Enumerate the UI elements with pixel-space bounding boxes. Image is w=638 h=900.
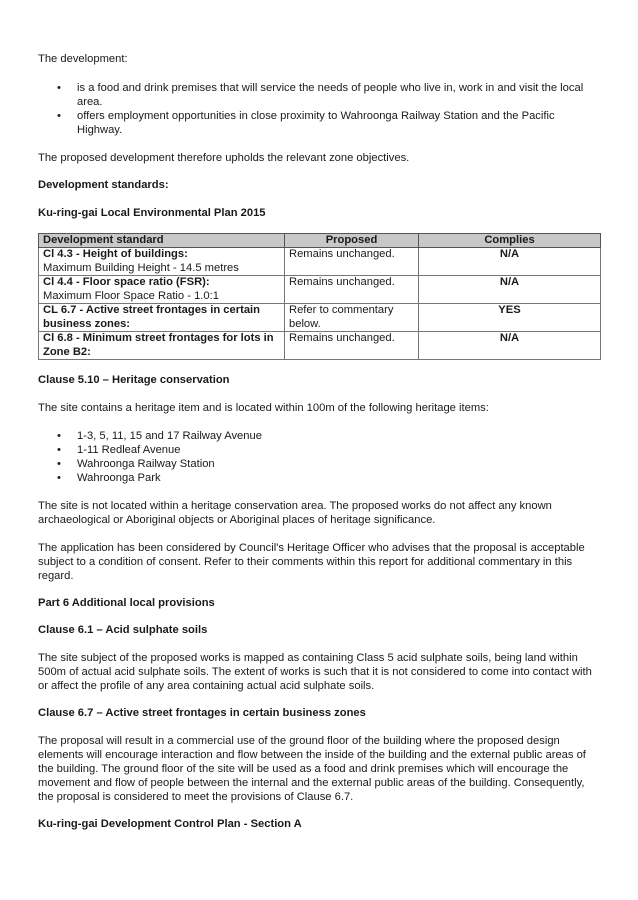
list-item-text: offers employment opportunities in close proximity to Wahroonga Railway Station and the Pacific Highway. [77,110,555,136]
intro-conclusion: The proposed development therefore upholds the relevant zone objectives. [38,152,410,164]
standard-detail: Maximum Floor Space Ratio - 1.0:1 [43,289,219,302]
part6-heading: Part 6 Additional local provisions [38,597,215,609]
heritage-item-list [38,429,600,485]
bullet-icon: • [57,110,61,122]
list-item [38,471,600,485]
heritage-paragraph: The site is not located within a heritage conservation area. The proposed works do not affect any known archaeological or Aboriginal objects or Aboriginal places of heritage significance. [38,500,552,526]
list-item [38,109,600,137]
development-standards-table [38,233,601,360]
list-item [38,443,600,457]
acid-sulphate-paragraph: The site subject of the proposed works is mapped as containing Class 5 acid sulphate soils, being land within 500m of actual acid sulphate soils. The extent of works is such that it is not considered to come into contact with or affect the profile of any area containing actual acid sulphate soils. [38,652,592,692]
bullet-icon: • [57,458,61,470]
dcp-heading: Ku-ring-gai Development Control Plan - Section A [38,818,302,830]
table-header-row [39,234,601,248]
intro-lead: The development: [38,53,128,65]
lep-heading: Ku-ring-gai Local Environmental Plan 2015 [38,207,266,219]
active-frontages-paragraph: The proposal will result in a commercial use of the ground floor of the building where the proposed design elements will encourage interaction and flow between the inside of the building and the external public areas of the building. The ground floor of the site will be used as a food and drink premises which will encourage the movement and flow of people between the internal and the external public areas of the building. Consequently, the proposal is considered to meet the provisions of Clause 6.7. [38,735,586,803]
bullet-icon: • [57,444,61,456]
proposed-cell: Refer to commentary below. [285,304,419,332]
dev-standards-heading: Development standards: [38,179,169,191]
standard-cell [39,248,285,276]
bullet-icon: • [57,472,61,484]
heritage-heading: Clause 5.10 – Heritage conservation [38,374,230,386]
standard-cell [39,304,285,332]
document-page [38,52,600,831]
list-item [38,457,600,471]
list-item-text: Wahroonga Railway Station [77,458,215,470]
complies-cell: N/A [419,248,601,276]
column-header: Complies [419,234,601,248]
intro-bullet-list [38,81,600,137]
list-item [38,81,600,109]
proposed-cell: Remains unchanged. [285,276,419,304]
column-header: Proposed [285,234,419,248]
list-item-text: 1-11 Redleaf Avenue [77,444,181,456]
table-row [39,248,601,276]
standard-title: CL 6.7 - Active street frontages in certain business zones: [43,304,260,330]
complies-cell: N/A [419,332,601,360]
active-frontages-heading: Clause 6.7 – Active street frontages in certain business zones [38,707,366,719]
proposed-cell: Remains unchanged. [285,332,419,360]
table-row [39,304,601,332]
bullet-icon: • [57,430,61,442]
list-item-text: Wahroonga Park [77,472,161,484]
standard-title: Cl 6.8 - Minimum street frontages for lots in Zone B2: [43,332,274,358]
column-header: Development standard [39,234,285,248]
list-item [38,429,600,443]
standard-title: Cl 4.4 - Floor space ratio (FSR): [43,276,210,288]
heritage-intro: The site contains a heritage item and is located within 100m of the following heritage items: [38,402,489,414]
proposed-cell: Remains unchanged. [285,248,419,276]
heritage-officer-paragraph: The application has been considered by Council's Heritage Officer who advises that the proposal is acceptable subject to a condition of consent. Refer to their comments within this report for additional commentary in this regard. [38,542,585,582]
complies-cell: N/A [419,276,601,304]
table-row [39,276,601,304]
standard-detail: Maximum Building Height - 14.5 metres [43,261,239,274]
complies-cell: YES [419,304,601,332]
standard-cell [39,332,285,360]
bullet-icon: • [57,82,61,94]
standard-title: Cl 4.3 - Height of buildings: [43,248,188,260]
list-item-text: 1-3, 5, 11, 15 and 17 Railway Avenue [77,430,262,442]
list-item-text: is a food and drink premises that will service the needs of people who live in, work in and visit the local area. [77,82,584,108]
table-row [39,332,601,360]
standard-cell [39,276,285,304]
acid-sulphate-heading: Clause 6.1 – Acid sulphate soils [38,624,208,636]
